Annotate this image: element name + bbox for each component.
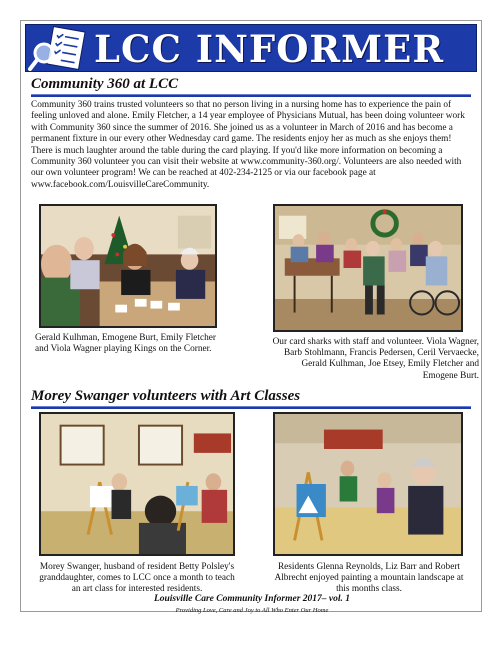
newsletter-page [20,20,482,612]
photo-card-game-group [273,204,463,332]
photo-caption-3: Morey Swanger, husband of resident Betty Polsley's granddaughter, comes to LCC once a month to teach an art class for interested residents. [39,562,235,595]
footer-title: Louisville Care Community Informer 2017– vol. 1 [153,594,351,604]
photo-caption-1: Gerald Kulhman, Emogene Burt, Emily Fletcher and Viola Wagner playing Kings on the Corner. [35,333,216,355]
photo-caption-2: Our card sharks with staff and volunteer. Viola Wagner, Barb Stohlmann, Francis Pedersen, Ceril Vervaecke, Gerald Kulhman, Joe Etsey, Emily Fletcher and Emogene Burt. [272,337,479,381]
newsletter-title: LCC INFORMER [94,27,445,71]
photo-art-class-1 [39,412,235,556]
photo-caption-4: Residents Glenna Reynolds, Liz Barr and Robert Albrecht enjoyed painting a mountain landscape at this months class. [274,562,464,595]
photo-art-class-2 [273,412,463,556]
photo-card-game-1 [39,204,217,328]
section-divider [31,94,471,97]
footer-tagline: Providing Love, Care and Joy to All Who Enter Our Home [175,607,329,614]
masthead-banner [25,24,477,72]
article-body-community-360: Community 360 trains trusted volunteers so that no person living in a nursing home has to experience the pain of feeling unloved and alone. Emily Fletcher, a 14 year employee of Physicians Mutual, has been doing volunteer work with Community 360 since the summer of 2016. She joined us as a volunteer in March of 2016 and has become a permanent fixture in our every other Wednesday card game. The residents enjoy her as much as she enjoys them! There is much laughter around the table during the card playing. If you'd like more information on becoming a Community 360 volunteer you can visit their website at www.community-360.org/. Volunteers are also needed with our own volunteer program! We can be reached at 402-234-2125 or via our facebook page at www.facebook.com/LouisvilleCareCommunity. [31,100,465,190]
section-title-community-360: Community 360 at LCC [31,76,179,92]
section-divider [31,406,471,409]
magnifier-checklist-icon [28,25,90,71]
section-title-art-classes: Morey Swanger volunteers with Art Classes [31,388,301,404]
